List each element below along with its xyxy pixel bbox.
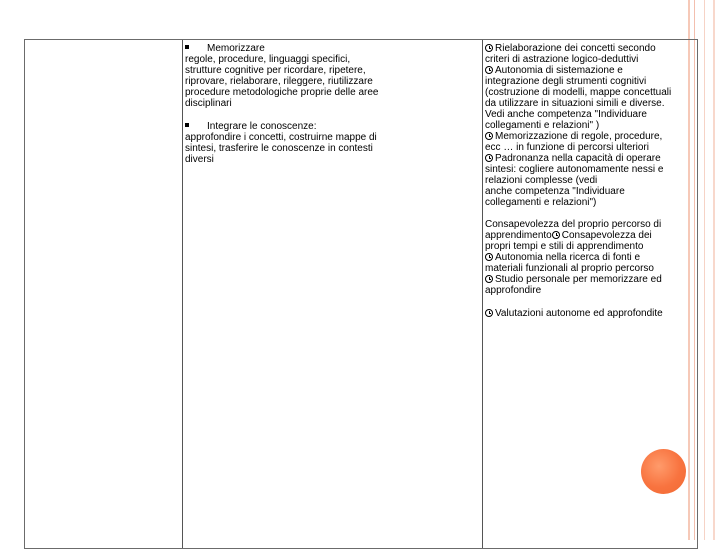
text-line: riprovare, rielaborare, rileggere, riutilizzare xyxy=(185,76,373,87)
text-line: Autonomia nella ricerca di fonti e xyxy=(495,252,641,263)
text-line: Autonomia di sistemazione e xyxy=(495,65,623,76)
text-line: procedure metodologiche proprie delle aree xyxy=(185,87,379,98)
text-line: collegamenti e relazioni" ) xyxy=(485,120,600,131)
decorative-orange-circle xyxy=(641,449,686,494)
text-line: disciplinari xyxy=(185,98,232,109)
competence-block-1 xyxy=(485,43,695,208)
bullet-title: Integrare le conoscenze: xyxy=(207,121,317,132)
text-line: strutture cognitive per ricordare, ripetere, xyxy=(185,65,366,76)
text-line: Consapevolezza del proprio percorso di xyxy=(485,219,662,230)
text-line: anche competenza "Individuare xyxy=(485,186,625,197)
text-line: da utilizzare in situazioni simili e diverse. xyxy=(485,98,665,109)
column-divider xyxy=(182,40,183,548)
clock-icon xyxy=(552,231,560,239)
content-table xyxy=(24,39,698,549)
text-line: ecc … in funzione di percorsi ulteriori xyxy=(485,142,649,153)
clock-icon xyxy=(485,309,493,317)
text-line: approfondire i concetti, costruirne mappe di xyxy=(185,132,377,143)
text-line: Consapevolezza dei xyxy=(561,230,652,241)
column-divider xyxy=(482,40,483,548)
clock-icon xyxy=(485,66,493,74)
text-line: Rielaborazione dei concetti secondo xyxy=(495,43,656,54)
clock-icon xyxy=(485,44,493,52)
competence-block-2 xyxy=(485,219,695,296)
edge-stripe xyxy=(704,0,705,540)
text-line: (costruzione di modelli, mappe concettuali xyxy=(485,87,672,98)
competence-block-3 xyxy=(485,308,695,319)
square-bullet-icon xyxy=(185,45,189,49)
text-line: relazioni complesse (vedi xyxy=(485,175,598,186)
text-line: Valutazioni autonome ed approfondite xyxy=(495,308,663,319)
middle-column-cell xyxy=(185,43,411,165)
text-line: propri tempi e stili di apprendimento xyxy=(485,241,644,252)
text-line: integrazione degli strumenti cognitivi xyxy=(485,76,647,87)
clock-icon xyxy=(485,275,493,283)
text-line: regole, procedure, linguaggi specifici, xyxy=(185,54,351,65)
text-line: Padronanza nella capacità di operare xyxy=(495,153,661,164)
text-line: sintesi, trasferire le conoscenze in contesti xyxy=(185,143,373,154)
clock-icon xyxy=(485,253,493,261)
bullet-memorizzare xyxy=(185,43,411,109)
text-line: Memorizzazione di regole, procedure, xyxy=(495,131,663,142)
text-line: collegamenti e relazioni") xyxy=(485,197,597,208)
right-column-cell xyxy=(485,43,695,319)
text-line: Studio personale per memorizzare ed xyxy=(495,274,662,285)
text-line: apprendimento xyxy=(485,230,552,241)
square-bullet-icon xyxy=(185,123,189,127)
text-line: Vedi anche competenza "Individuare xyxy=(485,109,647,120)
text-line: materiali funzionali al proprio percorso xyxy=(485,263,654,274)
bullet-integrare xyxy=(185,121,411,165)
text-line: criteri di astrazione logico-deduttivi xyxy=(485,54,639,65)
edge-stripe xyxy=(713,0,715,540)
text-line: sintesi: cogliere autonomamente nessi e xyxy=(485,164,664,175)
text-line: diversi xyxy=(185,154,214,165)
clock-icon xyxy=(485,132,493,140)
bullet-title: Memorizzare xyxy=(207,43,265,54)
clock-icon xyxy=(485,154,493,162)
text-line: approfondire xyxy=(485,285,542,296)
